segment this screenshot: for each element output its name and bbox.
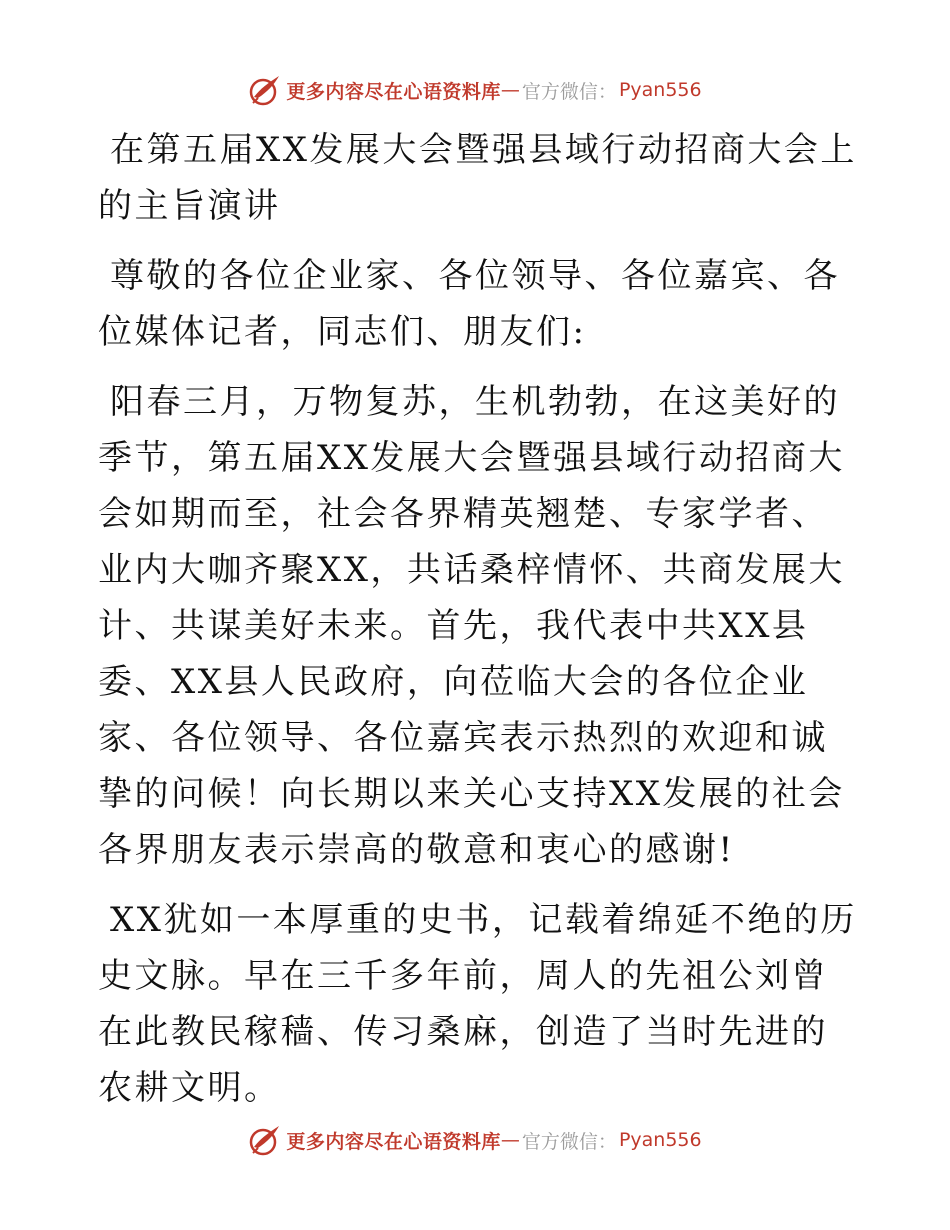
header-watermark <box>0 70 950 110</box>
body-paragraph: 阳春三月，万物复苏，生机勃勃，在这美好的季节，第五届XX发展大会暨强县域行动招商大会如期而至，社会各界精英翘楚、专家学者、业内大咖齐聚XX，共话桑梓情怀、共商发展大计、共谋美好未来。首先，我代表中共XX县委、XX县人民政府，向莅临大会的各位企业家、各位领导、各位嘉宾表示热烈的欢迎和诚挚的问候！向长期以来关心支持XX发展的社会各界朋友表示崇高的敬意和衷心的感谢! <box>98 382 845 870</box>
watermark-official-label: 官方微信： <box>521 80 617 103</box>
document-body <box>98 122 858 1116</box>
watermark-wechat-id: Pyan556 <box>618 79 702 101</box>
watermark-site-text: 更多内容尽在心语资料库 <box>286 80 501 103</box>
watermark-dash: — <box>500 79 520 101</box>
body-paragraph: XX犹如一本厚重的史书，记载着绵延不绝的历史文脉。早在三千多年前，周人的先祖公刘曾在此教民稼穑、传习桑麻，创造了当时先进的农耕文明。 <box>98 900 857 1108</box>
quill-logo-icon <box>248 73 282 107</box>
quill-logo-icon <box>248 1123 282 1157</box>
footer-watermark <box>0 1120 950 1160</box>
watermark-dash: — <box>500 1129 520 1151</box>
salutation-paragraph: 尊敬的各位企业家、各位领导、各位嘉宾、各位媒体记者，同志们、朋友们: <box>98 256 840 352</box>
watermark-official-label: 官方微信： <box>521 1130 617 1153</box>
watermark-wechat-id: Pyan556 <box>618 1129 702 1151</box>
watermark-site-text: 更多内容尽在心语资料库 <box>286 1130 501 1153</box>
document-title: 在第五届XX发展大会暨强县域行动招商大会上的主旨演讲 <box>98 130 857 226</box>
